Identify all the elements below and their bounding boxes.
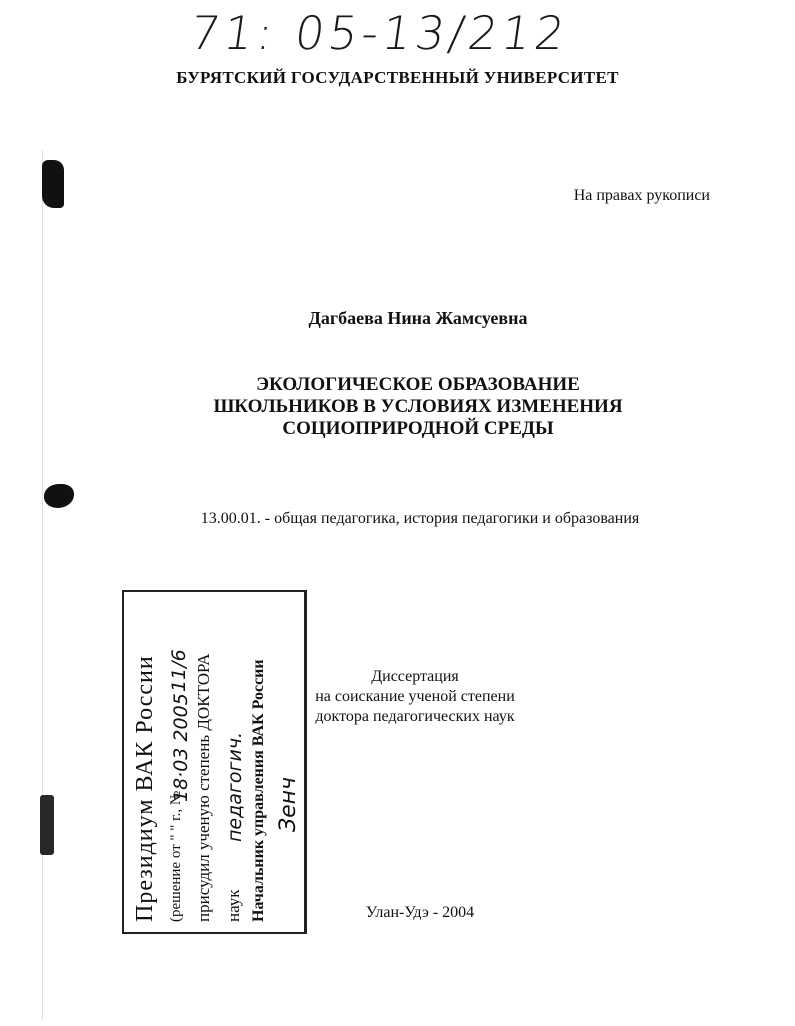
manuscript-note: На правах рукописи [573, 187, 710, 204]
title-line: ЭКОЛОГИЧЕСКОЕ ОБРАЗОВАНИЕ [256, 374, 580, 395]
dissertation-title [0, 374, 795, 440]
specialty-code: 13.00.01. - общая педагогика, история педагогики и образования [200, 510, 640, 527]
stamp-decision-line: (решение от " " г., № [168, 790, 184, 922]
author-name: Дагбаева Нина Жамсуевна [308, 308, 528, 328]
stamp-signature: Зенч [276, 776, 301, 832]
city-year: Улан-Удэ - 2004 [365, 904, 475, 921]
university-name: БУРЯТСКИЙ ГОСУДАРСТВЕННЫЙ УНИВЕРСИТЕТ [176, 68, 619, 87]
title-line: ШКОЛЬНИКОВ В УСЛОВИЯХ ИЗМЕНЕНИЯ [213, 396, 623, 417]
degree-line: Диссертация [371, 668, 459, 685]
stamp-degree-line: присудил ученую степень ДОКТОРА [194, 653, 213, 922]
degree-line: на соискание ученой степени [315, 688, 515, 705]
title-line: СОЦИОПРИРОДНОЙ СРЕДЫ [282, 418, 554, 439]
dissertation-degree-block [290, 667, 540, 727]
archive-code-handwritten: 71: 05-13/212 [186, 6, 572, 60]
stamp-handwritten-number: 11/6 [168, 649, 190, 692]
stamp-head-line: Начальник управления ВАК России [250, 659, 267, 922]
vak-stamp [122, 590, 307, 934]
stamp-handwritten-date: 18·03 2005 [170, 693, 192, 802]
stamp-presidium-line: Президиум ВАК России [132, 655, 158, 922]
stamp-science-line: наук [224, 889, 243, 922]
scan-edge-line [42, 150, 43, 1020]
degree-line: доктора педагогических наук [315, 708, 515, 725]
stamp-handwritten-field: педагогич. [224, 731, 246, 842]
scan-blot [40, 795, 54, 855]
scan-blot [44, 484, 74, 508]
scan-blot [42, 160, 64, 208]
